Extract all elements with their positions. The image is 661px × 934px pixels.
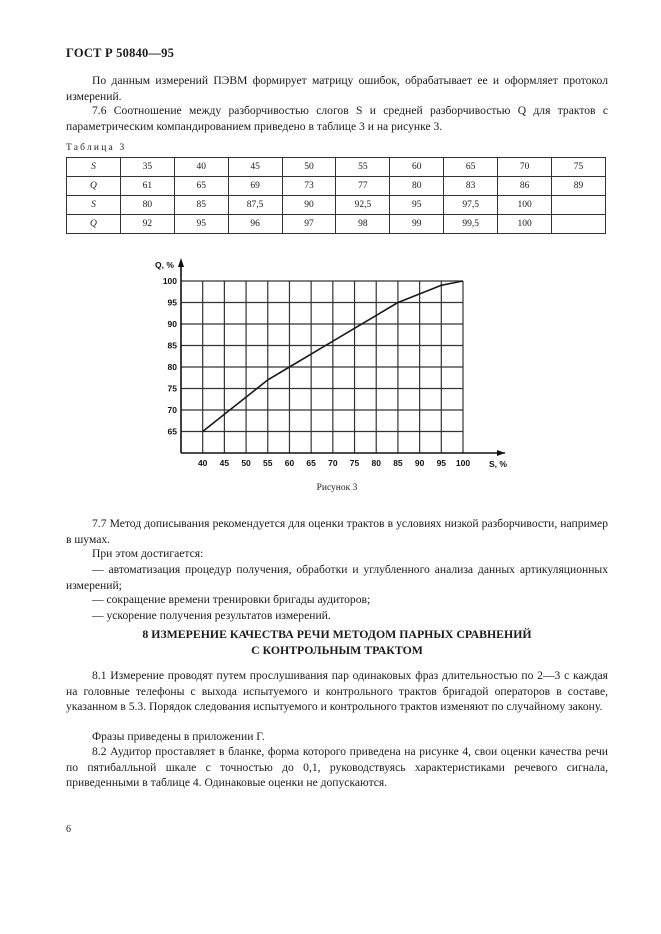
table-cell: 35 — [120, 158, 174, 177]
table-cell: 75 — [552, 158, 606, 177]
table-cell: 50 — [282, 158, 336, 177]
table-cell: 99,5 — [444, 215, 498, 234]
table-cell: 83 — [444, 177, 498, 196]
section-8-heading-line1: 8 ИЗМЕРЕНИЕ КАЧЕСТВА РЕЧИ МЕТОДОМ ПАРНЫХ СРАВНЕНИЙ — [142, 627, 532, 641]
paragraph-8-2: 8.2 Аудитор проставляет в бланке, форма которого приведена на рисунке 4, свои оценки качества речи по пятибалльной шкале с точностью до 0,1, руководствуясь характеристиками речевого сигнала, приведенными в таблице 4. Одинаковые оценки не допускаются. — [66, 745, 608, 789]
table-cell: 97 — [282, 215, 336, 234]
section-8-heading-line2: С КОНТРОЛЬНЫМ ТРАКТОМ — [251, 643, 423, 657]
bullet-results-speed: — ускорение получения результатов измерений. — [92, 609, 331, 622]
bullet-automation: — автоматизация процедур получения, обработки и углубленного анализа данных артикуляционных измерений; — [66, 563, 608, 592]
x-tick-label: 60 — [284, 458, 295, 468]
y-tick-label: 70 — [167, 405, 177, 415]
y-axis-label: Q, % — [155, 260, 174, 270]
x-tick-label: 65 — [306, 458, 316, 468]
y-tick-label: 85 — [167, 340, 177, 351]
x-tick-label: 80 — [371, 458, 381, 468]
table-cell: 96 — [228, 215, 282, 234]
table-cell: 40 — [174, 158, 228, 177]
bullet-training-time: — сокращение времени тренировки бригады аудиторов; — [92, 593, 371, 606]
y-tick-label: 100 — [162, 276, 177, 286]
x-tick-label: 75 — [349, 458, 360, 468]
table-row-label: Q — [67, 177, 121, 196]
y-tick-label: 80 — [167, 362, 177, 372]
y-tick-label: 90 — [167, 319, 177, 329]
table-cell: 95 — [174, 215, 228, 234]
table-cell: 100 — [498, 196, 552, 215]
table-cell: 65 — [444, 158, 498, 177]
y-tick-label: 75 — [167, 383, 177, 394]
table-cell: 99 — [390, 215, 444, 234]
table-cell: 69 — [228, 177, 282, 196]
table-cell: 90 — [282, 196, 336, 215]
paragraph-7-6: 7.6 Соотношение между разборчивостью слогов S и средней разборчивостью Q для трактов с параметрическим компандированием приведено в таблице 3 и на рисунке 3. — [66, 104, 608, 133]
table-cell: 92 — [120, 215, 174, 234]
paragraph-measurement-protocol: По данным измерений ПЭВМ формирует матрицу ошибок, обрабатывает ее и оформляет протокол измерений. — [66, 74, 608, 103]
table-cell: 55 — [336, 158, 390, 177]
table-3-caption: Таблица 3 — [66, 143, 127, 153]
paragraph-phrases: Фразы приведены в приложении Г. — [92, 730, 265, 743]
figure-3-caption: Рисунок 3 — [316, 483, 358, 493]
table-cell: 77 — [336, 177, 390, 196]
table-cell: 80 — [390, 177, 444, 196]
section-8-heading — [66, 626, 608, 658]
table-cell: 87,5 — [228, 196, 282, 215]
x-tick-label: 50 — [241, 458, 251, 468]
x-tick-label: 90 — [414, 458, 425, 468]
table-cell: 97,5 — [444, 196, 498, 215]
x-tick-label: 70 — [328, 458, 338, 468]
document-header: ГОСТ Р 50840—95 — [66, 46, 175, 60]
x-tick-label: 45 — [219, 458, 230, 468]
paragraph-achieved: При этом достигается: — [92, 547, 204, 560]
table-cell: 65 — [174, 177, 228, 196]
table-cell: 61 — [120, 177, 174, 196]
table-cell: 89 — [552, 177, 606, 196]
x-tick-label: 55 — [263, 458, 273, 468]
table-row-label: S — [67, 158, 121, 177]
table-row-label: Q — [67, 215, 121, 234]
paragraph-8-1: 8.1 Измерение проводят путем прослушивания пар одинаковых фраз длительностью по 2—3 с каждая на головные телефоны с выхода испытуемого и контрольного трактов бригадой операторов в составе, указанном в 5.3. Порядок следования испытуемого и контрольного трактов изменяют по случайному закону. — [66, 669, 608, 713]
table-cell: 95 — [390, 196, 444, 215]
x-tick-label: 95 — [436, 458, 447, 468]
y-tick-label: 65 — [167, 426, 177, 437]
y-axis-arrow — [178, 258, 184, 267]
table-cell: 45 — [228, 158, 282, 177]
table-cell: 85 — [174, 196, 228, 215]
table-cell: 98 — [336, 215, 390, 234]
table-cell: 86 — [498, 177, 552, 196]
table-cell: 70 — [498, 158, 552, 177]
table-cell: 60 — [390, 158, 444, 177]
table-cell: 80 — [120, 196, 174, 215]
table-cell: 73 — [282, 177, 336, 196]
x-axis-arrow — [497, 450, 505, 456]
table-cell: 92,5 — [336, 196, 390, 215]
y-tick-label: 95 — [167, 297, 177, 308]
table-row-label: S — [67, 196, 121, 215]
paragraph-7-7: 7.7 Метод дописывания рекомендуется для оценки трактов в условиях низкой разборчивости, например в шумах. — [66, 517, 608, 546]
x-tick-label: 40 — [197, 458, 208, 468]
x-axis-label: S, % — [489, 459, 507, 469]
table-cell: 100 — [498, 215, 552, 234]
page-number: 6 — [66, 824, 71, 835]
x-tick-label: 85 — [393, 458, 403, 468]
x-tick-label: 100 — [455, 458, 471, 468]
